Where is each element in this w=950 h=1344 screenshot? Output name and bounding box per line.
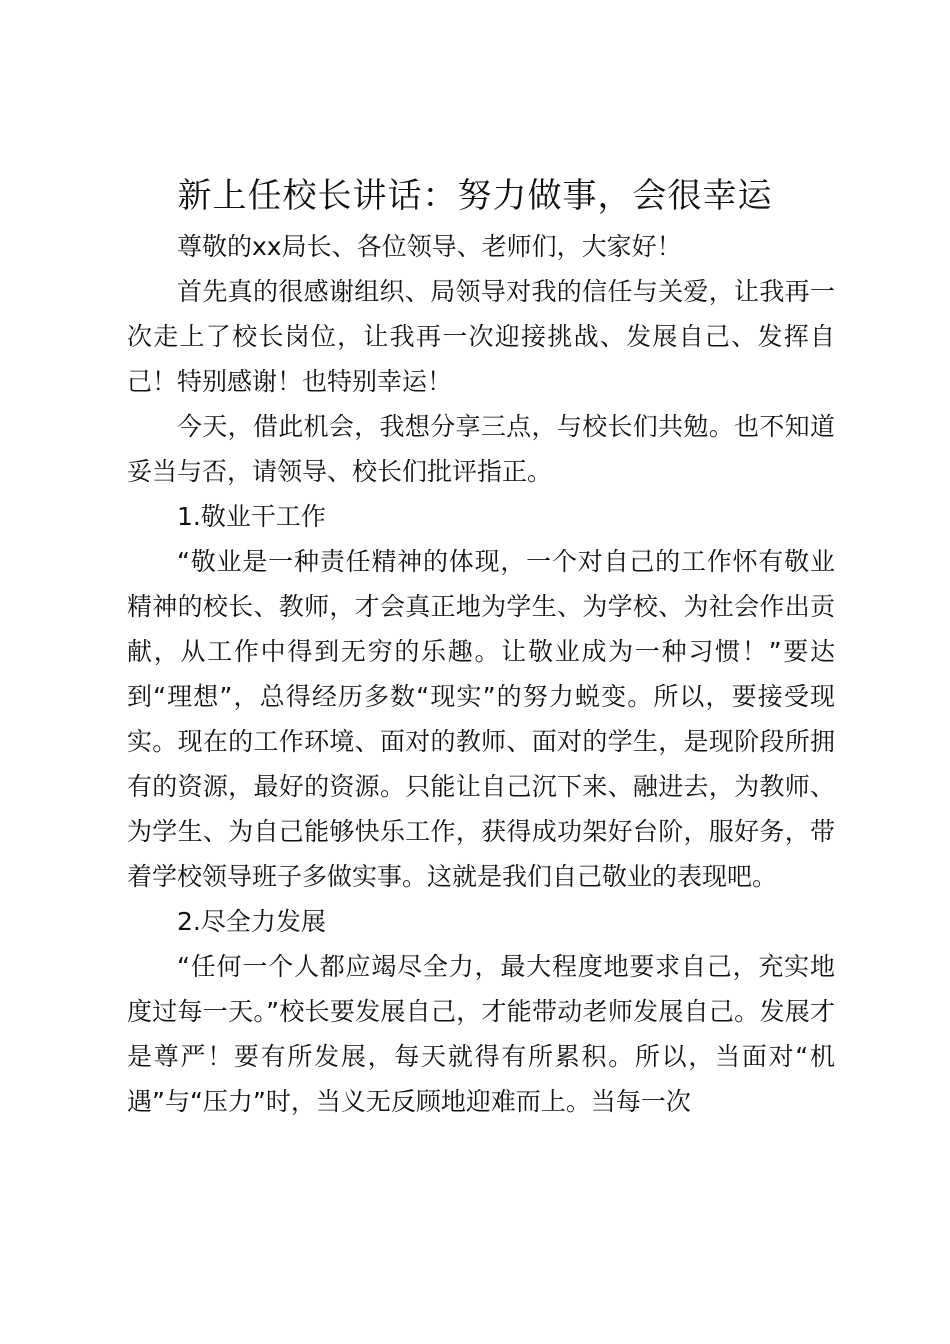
paragraph-section-1: “敬业是一种责任精神的体现，一个对自己的工作怀有敬业精神的校长、教师，才会真正地为学生、为学校、为社会作出贡献，从工作中得到无穷的乐趣。让敬业成为一种习惯！”要达到“理想”，总得经历多数“现实”的努力蜕变。所以，要接受现实。现在的工作环境、面对的教师、面对的学生，是现阶段所拥有的资源，最好的资源。只能让自己沉下来、融进去，为教师、为学生、为自己能够快乐工作，获得成功架好台阶，服好务，带着学校领导班子多做实事。这就是我们自己敬业的表现吧。: [127, 547, 835, 891]
section-heading-1: 1.敬业干工作: [177, 502, 326, 531]
section-heading-2: 2.尽全力发展: [177, 907, 326, 936]
paragraph-section-2: “任何一个人都应竭尽全力，最大程度地要求自己，充实地度过每一天。”校长要发展自己，才能带动老师发展自己。发展才是尊严！要有所发展，每天就得有所累积。所以，当面对“机遇”与“压力”时，当义无反顾地迎难而上。当每一次: [127, 952, 835, 1116]
paragraph-intro: 今天，借此机会，我想分享三点，与校长们共勉。也不知道妥当与否，请领导、校长们批评指正。: [127, 412, 835, 486]
paragraph-thanks: 首先真的很感谢组织、局领导对我的信任与关爱，让我再一次走上了校长岗位，让我再一次迎接挑战、发展自己、发挥自己！特别感谢！也特别幸运！: [127, 277, 835, 396]
paragraph-greeting: 尊敬的xx局长、各位领导、老师们，大家好！: [177, 232, 682, 261]
document-body: [127, 224, 835, 1124]
document-title: 新上任校长讲话：努力做事，会很幸运: [177, 176, 773, 216]
